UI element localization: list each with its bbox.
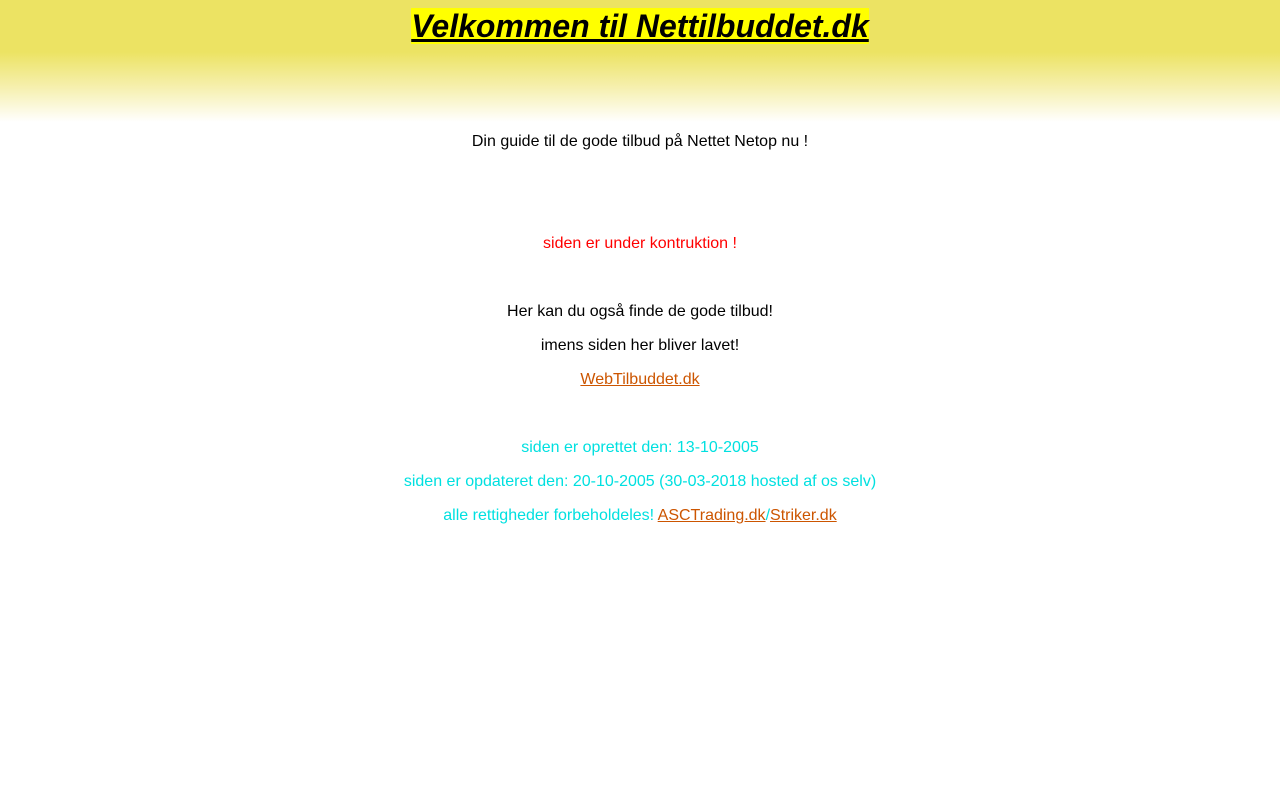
construction-notice: siden er under kontruktion ! xyxy=(543,235,737,252)
updated-date: siden er opdateret den: 20-10-2005 (30-03-2018 hosted af os selv) xyxy=(403,473,877,490)
striker-link[interactable]: Striker.dk xyxy=(770,507,837,524)
asctrading-link[interactable]: ASCTrading.dk xyxy=(657,507,766,524)
page-title: Velkommen til Nettilbuddet.dk xyxy=(411,8,869,44)
webtilbuddet-link[interactable]: WebTilbuddet.dk xyxy=(580,371,700,388)
tagline: Din guide til de gode tilbud på Nettet Netop nu ! xyxy=(471,133,809,150)
alternative-text-2: imens siden her bliver lavet! xyxy=(540,337,740,354)
copyright-row xyxy=(0,506,1280,526)
alternative-text-1: Her kan du også finde de gode tilbud! xyxy=(507,303,773,320)
webtilbuddet-link-row xyxy=(0,370,1280,390)
created-date: siden er oprettet den: 13-10-2005 xyxy=(521,439,759,456)
link-separator: / xyxy=(765,507,771,524)
header xyxy=(0,8,1280,44)
copyright-text: alle rettigheder forbeholdeles! xyxy=(443,507,658,524)
